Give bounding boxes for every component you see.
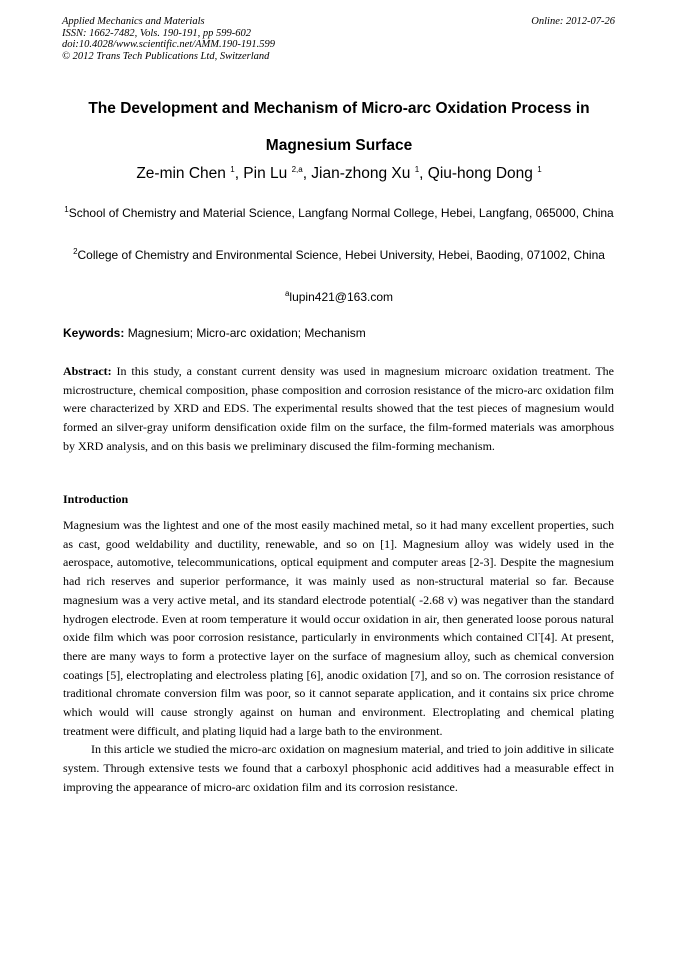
affiliation-1 — [62, 204, 616, 222]
affiliation-2 — [62, 246, 616, 264]
journal-header — [62, 16, 275, 62]
email-mark: a — [284, 289, 290, 298]
chloride-charge: - — [537, 629, 541, 639]
author-email — [62, 288, 616, 306]
introduction-body — [63, 516, 614, 797]
keywords-label: Keywords: — [63, 326, 125, 340]
paper-title — [50, 90, 628, 164]
abstract-section — [63, 362, 614, 456]
journal-name: Applied Mechanics and Materials — [62, 16, 205, 27]
title-line-2: Magnesium Surface — [265, 137, 413, 154]
introduction-heading: Introduction — [63, 492, 129, 506]
author-name: , Jian-zhong Xu — [302, 165, 415, 182]
intro-paragraph-1 — [63, 516, 614, 740]
issn-line: ISSN: 1662-7482, Vols. 190-191, pp 599-602 — [62, 27, 251, 39]
affiliation-mark: 2 — [73, 247, 78, 256]
intro-p1-text-a: Magnesium was the lightest and one of the most easily machined metal, so it had many excellent properties, such as cast, good weldability and ductility, renewable, and so on [1]. Magnesium alloy was widely used in the aerospace, automotive, telecommunications, optical equipment and computer areas [2-3]. Despite the magnesium had rich reserves and superior performance, it was mainly used as non-structural material so far. Because magnesium was a very active metal, and its standard electrode potential( -2.68 v) was negativer than the standard hydrogen electrode. Even at room temperature it would occur oxidation in air, then generated loose porous natural oxide film which was poor corrosion resistance, particularly in environments which contained Cl — [63, 518, 614, 645]
author-affil-mark: 2,a — [291, 164, 303, 174]
keywords-text: Magnesium; Micro-arc oxidation; Mechanism — [124, 326, 366, 340]
title-line-1: The Development and Mechanism of Micro-arc Oxidation Process in — [88, 100, 590, 117]
intro-p1-text-b: [4]. At present, there are many ways to form a protective layer on the surface of magnesium alloy, such as chemical conversion coatings [5], electroplating and electroless plating [6], anodic oxidation [7], and so on. The corrosion resistance of traditional chromate conversion film was poor, so it cannot separate application, and it contains six price chrome which would will cause strongly against on human and environment. Electroplating and chemical plating treatment were difficult, and plating liquid had a large bath to the environment. — [63, 630, 615, 738]
keywords-section — [63, 325, 616, 341]
author-affil-mark: 1 — [230, 164, 235, 174]
affiliation-text: School of Chemistry and Material Science, Langfang Normal College, Hebei, Langfang, 065000, China — [68, 206, 614, 220]
doi-line: doi:10.4028/www.scientific.net/AMM.190-191.599 — [62, 39, 275, 50]
author-affil-mark: 1 — [537, 164, 542, 174]
abstract-text: In this study, a constant current density was used in magnesium microarc oxidation treatment. The microstructure, chemical composition, phase composition and corrosion resistance of the micro-arc oxidation film were characterized by XRD and EDS. The experimental results showed that the test pieces of magnesium would formed an silver-gray uniform densification oxide film on the surface, the film-formed materials was amorphous by XRD analysis, and on this basis we preliminary discused the film-forming mechanism. — [63, 364, 614, 453]
copyright-line: © 2012 Trans Tech Publications Ltd, Switzerland — [62, 50, 270, 62]
author-list — [40, 164, 638, 184]
affiliation-mark: 1 — [64, 205, 69, 214]
email-address: lupin421@163.com — [289, 290, 394, 304]
affiliation-text: College of Chemistry and Environmental Science, Hebei University, Hebei, Baoding, 071002, China — [77, 248, 605, 262]
author-name: Ze-min Chen — [136, 165, 231, 182]
author-affil-mark: 1 — [414, 164, 420, 174]
author-name: , Qiu-hong Dong — [419, 165, 538, 182]
author-name: , Pin Lu — [234, 165, 292, 182]
online-date: Online: 2012-07-26 — [531, 16, 615, 27]
intro-paragraph-2: In this article we studied the micro-arc oxidation on magnesium material, and tried to join additive in silicate system. Through extensive tests we found that a carboxyl phosphonic acid additives had a measurable effect in improving the appearance of micro-arc oxidation film and its corrosion resistance. — [63, 742, 614, 794]
abstract-label: Abstract: — [63, 364, 112, 378]
